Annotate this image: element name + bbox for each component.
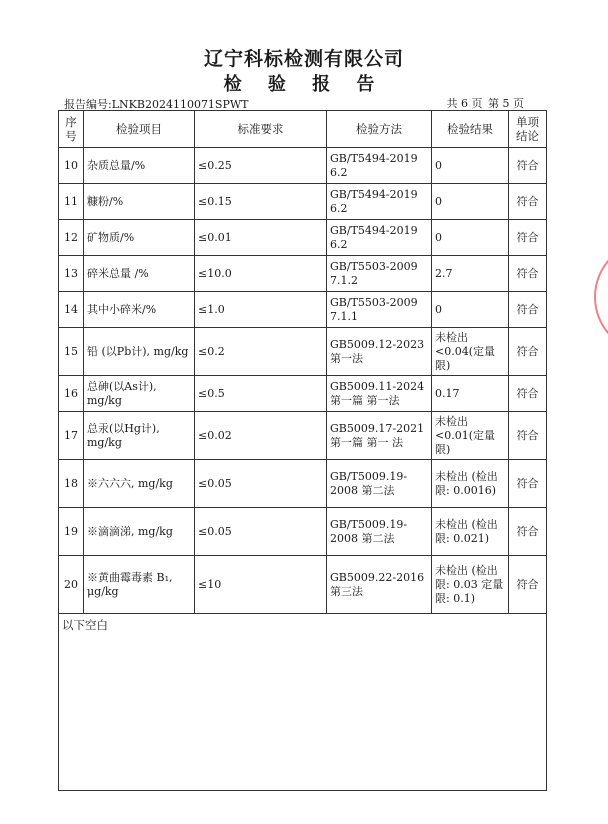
current-page: 第 5 页 <box>488 97 524 110</box>
cell-item: 杂质总量/% <box>84 148 195 184</box>
cell-judgement: 符合 <box>509 148 547 184</box>
cell-item: 碎米总量 /% <box>84 256 195 292</box>
cell-standard: ≤10.0 <box>195 256 327 292</box>
cell-judgement: 符合 <box>509 460 547 508</box>
cell-item: 总砷(以As计), mg/kg <box>84 376 195 412</box>
cell-result: 未检出 <0.04(定量限) <box>432 328 509 376</box>
seal-ring <box>594 240 608 350</box>
table-header-row <box>59 111 547 148</box>
cell-no: 15 <box>59 328 84 376</box>
cell-judgement: 符合 <box>509 328 547 376</box>
cell-method: GB/T5494-2019 6.2 <box>327 184 432 220</box>
cell-item: 糠粉/% <box>84 184 195 220</box>
cell-no: 12 <box>59 220 84 256</box>
cell-no: 19 <box>59 508 84 556</box>
cell-judgement: 符合 <box>509 376 547 412</box>
cell-judgement: 符合 <box>509 184 547 220</box>
header-item: 检验项目 <box>84 111 195 148</box>
cell-method: GB5009.17-2021 第一篇 第一 法 <box>327 412 432 460</box>
report-number-value: LNKB2024110071SPWT <box>111 98 249 111</box>
report-number-label: 报告编号: <box>64 98 112 111</box>
cell-standard: ≤0.05 <box>195 460 327 508</box>
cell-judgement: 符合 <box>509 256 547 292</box>
cell-result: 0.17 <box>432 376 509 412</box>
cell-result: 0 <box>432 220 509 256</box>
cell-no: 10 <box>59 148 84 184</box>
cell-judgement: 符合 <box>509 292 547 328</box>
cell-judgement: 符合 <box>509 508 547 556</box>
cell-result: 2.7 <box>432 256 509 292</box>
cell-no: 18 <box>59 460 84 508</box>
blank-row <box>59 614 547 791</box>
cell-standard: ≤0.02 <box>195 412 327 460</box>
cell-result: 未检出 (检出限: 0.021) <box>432 508 509 556</box>
cell-standard: ≤0.25 <box>195 148 327 184</box>
cell-method: GB5009.11-2024 第一篇 第一法 <box>327 376 432 412</box>
cell-method: GB/T5009.19-2008 第二法 <box>327 508 432 556</box>
cell-judgement: 符合 <box>509 412 547 460</box>
table-row <box>59 184 547 220</box>
cell-standard: ≤10 <box>195 556 327 614</box>
cell-no: 20 <box>59 556 84 614</box>
cell-no: 14 <box>59 292 84 328</box>
cell-result: 0 <box>432 184 509 220</box>
table-row <box>59 148 547 184</box>
report-title: 检 验 报 告 <box>223 74 385 95</box>
results-table <box>58 110 547 791</box>
cell-result: 0 <box>432 292 509 328</box>
cell-method: GB/T5494-2019 6.2 <box>327 148 432 184</box>
cell-no: 17 <box>59 412 84 460</box>
cell-no: 16 <box>59 376 84 412</box>
cell-judgement: 符合 <box>509 220 547 256</box>
cell-method: GB5009.12-2023 第一法 <box>327 328 432 376</box>
cell-item: 其中小碎米/% <box>84 292 195 328</box>
cell-method: GB/T5494-2019 6.2 <box>327 220 432 256</box>
cell-item: 铅 (以Pb计), mg/kg <box>84 328 195 376</box>
header-no: 序号 <box>59 111 84 148</box>
table-row <box>59 508 547 556</box>
table-row <box>59 556 547 614</box>
cell-standard: ≤0.5 <box>195 376 327 412</box>
table-row <box>59 220 547 256</box>
table-row <box>59 292 547 328</box>
cell-standard: ≤1.0 <box>195 292 327 328</box>
cell-no: 13 <box>59 256 84 292</box>
table-row <box>59 256 547 292</box>
header-result: 检验结果 <box>432 111 509 148</box>
header-method: 检验方法 <box>327 111 432 148</box>
cell-standard: ≤0.01 <box>195 220 327 256</box>
cell-standard: ≤0.05 <box>195 508 327 556</box>
cell-item: 矿物质/% <box>84 220 195 256</box>
cell-result: 0 <box>432 148 509 184</box>
cell-result: 未检出 (检出限: 0.0016) <box>432 460 509 508</box>
cell-standard: ≤0.15 <box>195 184 327 220</box>
table-row <box>59 376 547 412</box>
header-standard: 标准要求 <box>195 111 327 148</box>
table-row <box>59 328 547 376</box>
cell-method: GB/T5503-2009 7.1.2 <box>327 256 432 292</box>
cell-item: 总汞(以Hg计), mg/kg <box>84 412 195 460</box>
cell-item: ※六六六, mg/kg <box>84 460 195 508</box>
cell-method: GB/T5503-2009 7.1.1 <box>327 292 432 328</box>
company-name: 辽宁科标检测有限公司 <box>203 48 404 70</box>
cell-no: 11 <box>59 184 84 220</box>
cell-item: ※滴滴涕, mg/kg <box>84 508 195 556</box>
cell-result: 未检出 (检出限: 0.03 定量限: 0.1) <box>432 556 509 614</box>
table-row <box>59 412 547 460</box>
cell-method: GB/T5009.19-2008 第二法 <box>327 460 432 508</box>
footer-note: 以下空白 <box>59 614 547 791</box>
seal-stamp <box>594 240 608 350</box>
cell-method: GB5009.22-2016 第三法 <box>327 556 432 614</box>
page-info <box>445 95 525 111</box>
header-judgement: 单项结论 <box>509 111 547 148</box>
cell-standard: ≤0.2 <box>195 328 327 376</box>
table-row <box>59 460 547 508</box>
cell-judgement: 符合 <box>509 556 547 614</box>
cell-item: ※黄曲霉毒素 B₁, μg/kg <box>84 556 195 614</box>
total-pages: 共 6 页 <box>446 97 483 110</box>
cell-result: 未检出 <0.01(定量限) <box>432 412 509 460</box>
